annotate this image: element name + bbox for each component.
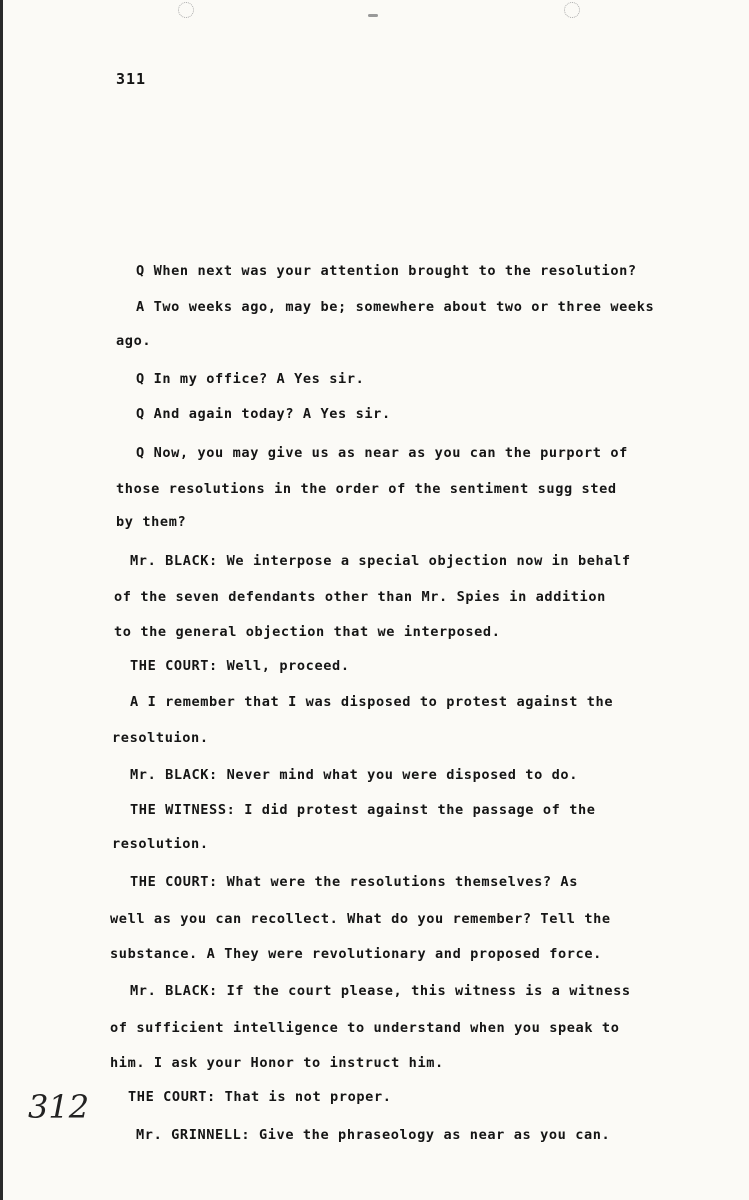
transcript-line: THE WITNESS: I did protest against the passage of the [130, 802, 596, 818]
transcript-line: Q And again today? A Yes sir. [136, 406, 391, 422]
transcript-line: substance. A They were revolutionary and proposed force. [110, 946, 602, 962]
transcript-line: THE COURT: What were the resolutions themselves? As [130, 874, 578, 890]
page-number: 311 [116, 70, 147, 88]
transcript-line: resoltuion. [112, 730, 209, 746]
transcript-line: A I remember that I was disposed to protest against the [130, 694, 614, 710]
transcript-line: Q Now, you may give us as near as you can the purport of [136, 445, 628, 461]
transcript-line: Mr. BLACK: We interpose a special objection now in behalf [130, 553, 631, 569]
scan-mark [368, 14, 378, 17]
transcript-line: THE COURT: Well, proceed. [130, 658, 350, 674]
transcript-line: A Two weeks ago, may be; somewhere about two or three weeks [136, 299, 655, 315]
scan-edge [0, 0, 3, 1200]
transcript-line: ago. [116, 333, 152, 349]
transcript-line: of sufficient intelligence to understand when you speak to [110, 1020, 620, 1036]
transcript-line: by them? [116, 514, 187, 530]
handwritten-page-number: 312 [28, 1088, 90, 1126]
transcript-line: those resolutions in the order of the sentiment sugg sted [116, 481, 617, 497]
transcript-line: THE COURT: That is not proper. [128, 1089, 392, 1105]
transcript-line: him. I ask your Honor to instruct him. [110, 1055, 444, 1071]
punch-hole-mark [564, 2, 580, 18]
transcript-line: Q In my office? A Yes sir. [136, 371, 365, 387]
transcript-line: to the general objection that we interposed. [114, 624, 501, 640]
punch-hole-mark [178, 2, 194, 18]
transcript-line: resolution. [112, 836, 209, 852]
transcript-line: Q When next was your attention brought to the resolution? [136, 263, 637, 279]
transcript-line: Mr. BLACK: Never mind what you were disposed to do. [130, 767, 578, 783]
transcript-line: Mr. BLACK: If the court please, this witness is a witness [130, 983, 631, 999]
transcript-line: well as you can recollect. What do you remember? Tell the [110, 911, 611, 927]
transcript-line: of the seven defendants other than Mr. Spies in addition [114, 589, 606, 605]
transcript-line: Mr. GRINNELL: Give the phraseology as near as you can. [136, 1127, 611, 1143]
